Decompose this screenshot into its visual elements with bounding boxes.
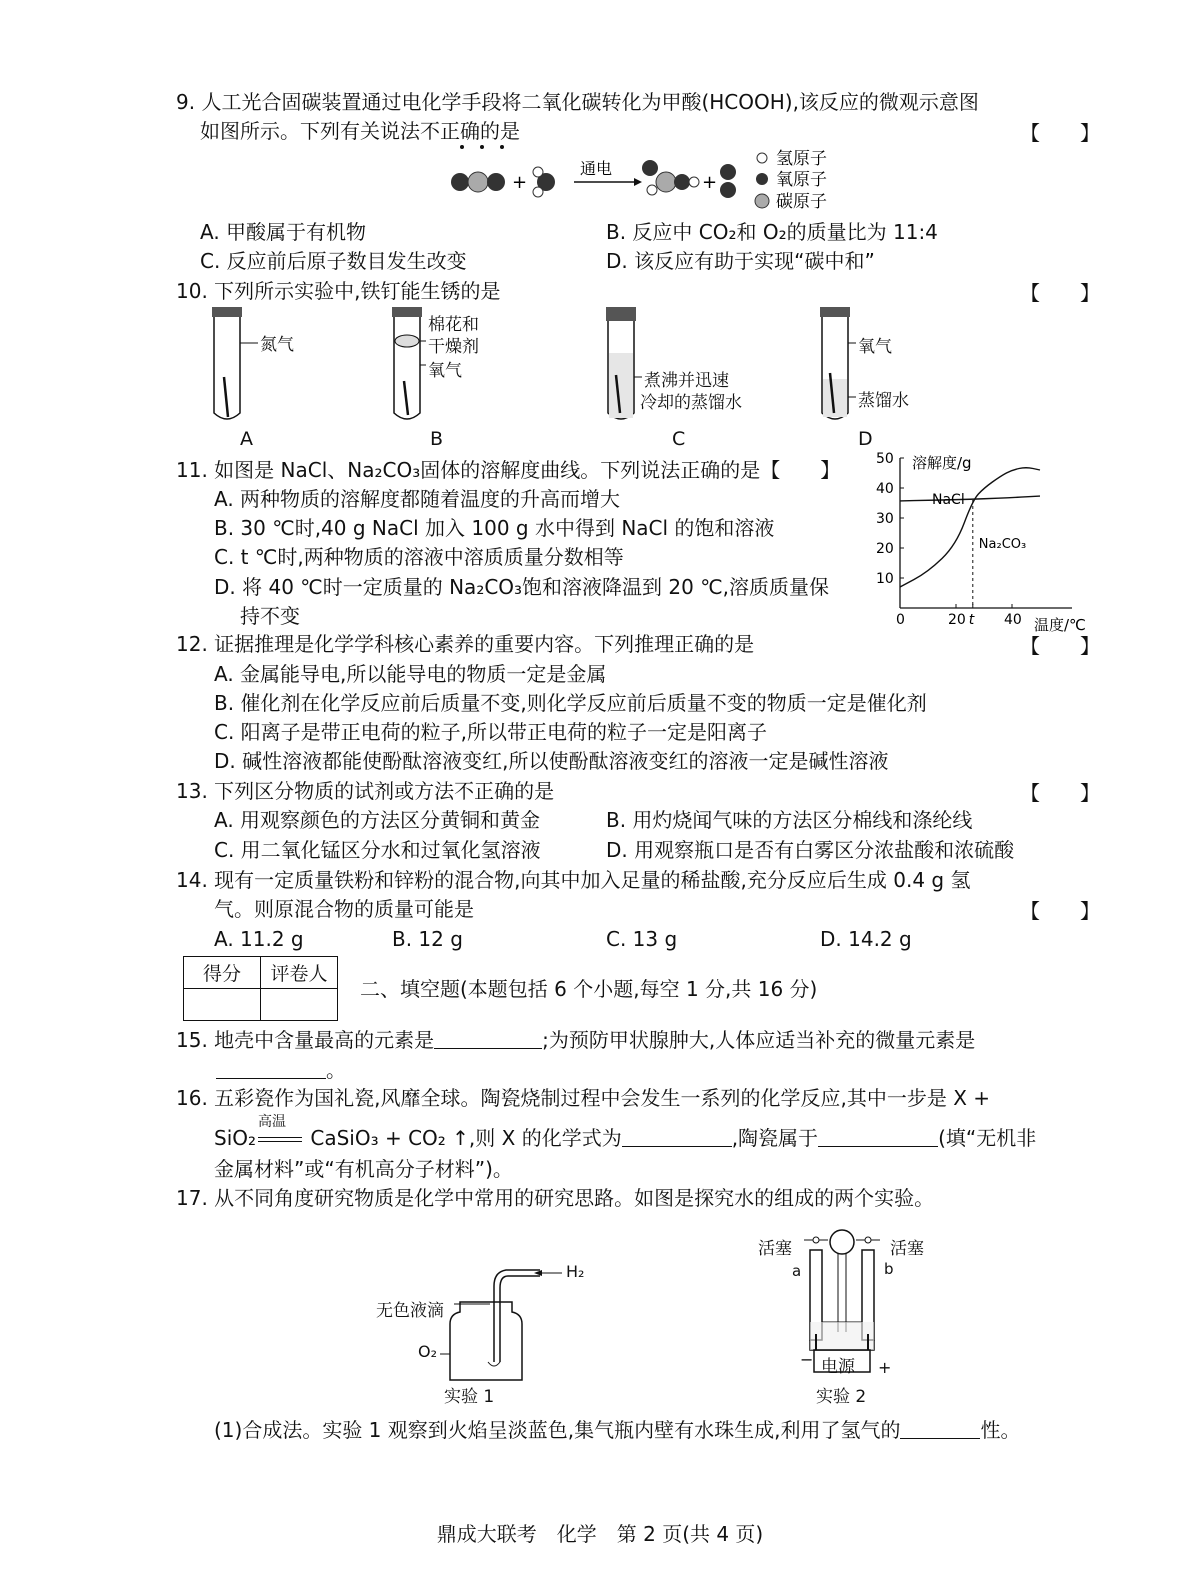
- na2co3-curve: [900, 468, 1040, 587]
- q12-answer-bracket: 【 】: [1020, 634, 1100, 658]
- q17-blank-1[interactable]: [900, 1416, 980, 1439]
- q17-stem: 17. 从不同角度研究物质是化学中常用的研究思路。如图是探究水的组成的两个实验。: [176, 1186, 935, 1210]
- grader-header: 评卷人: [261, 957, 338, 989]
- q9-option-c: C. 反应前后原子数目发生改变: [200, 249, 467, 273]
- tube-b-label-1: 棉花和: [428, 315, 479, 335]
- x-axis-label: 温度/℃: [1034, 616, 1086, 633]
- q16-products: CaSiO₃ + CO₂ ↑: [310, 1126, 469, 1150]
- q16-line2: [214, 1114, 1037, 1152]
- legend-carbon: 碳原子: [776, 192, 827, 212]
- tube-d-label-2: 蒸馏水: [858, 391, 909, 411]
- q16-text-a: ,则 X 的化学式为: [468, 1126, 622, 1150]
- q11-option-b: B. 30 ℃时,40 g NaCl 加入 100 g 水中得到 NaCl 的饱和溶液: [214, 516, 775, 540]
- q14-stem-line2: 气。则原混合物的质量可能是: [214, 897, 474, 921]
- q15-line1: [176, 1026, 975, 1054]
- nacl-curve-label: NaCl: [932, 492, 965, 508]
- score-table: [183, 956, 338, 1021]
- exp2-plus: +: [878, 1358, 892, 1377]
- exp2-label-a: a: [792, 1262, 802, 1280]
- q9-reaction-diagram: [440, 140, 880, 220]
- tube-c-label-2: 冷却的蒸馏水: [640, 393, 742, 413]
- grader-cell[interactable]: [261, 989, 338, 1021]
- tube-d-label-1: 氧气: [858, 337, 892, 357]
- q14-option-a: A. 11.2 g: [214, 927, 304, 951]
- q15-text3: 。: [326, 1058, 346, 1082]
- exp1-caption: 实验 1: [444, 1387, 495, 1407]
- q10-answer-bracket: 【 】: [1020, 281, 1100, 305]
- q13-option-c: C. 用二氧化锰区分水和过氧化氢溶液: [214, 838, 541, 862]
- y-tick-label: 30: [876, 511, 894, 527]
- exp2-power-label: 电源: [821, 1357, 855, 1377]
- q9-option-b: B. 反应中 CO₂和 O₂的质量比为 11:4: [606, 220, 938, 244]
- page-footer: 鼎成大联考 化学 第 2 页(共 4 页): [436, 1522, 764, 1546]
- q13-option-b: B. 用灼烧闻气味的方法区分棉线和涤纶线: [606, 808, 973, 832]
- tube-b-letter: B: [430, 428, 444, 450]
- q16-condition: [256, 1114, 304, 1152]
- q10-stem: 10. 下列所示实验中,铁钉能生锈的是: [176, 279, 501, 303]
- tube-a-label: 氮气: [260, 335, 294, 355]
- q17-part1-text-a: (1)合成法。实验 1 观察到火焰呈淡蓝色,集气瓶内壁有水珠生成,利用了氢气的: [214, 1418, 901, 1442]
- exp1-h2-label: H₂: [566, 1262, 585, 1281]
- q9-option-d: D. 该反应有助于实现“碳中和”: [606, 249, 875, 273]
- q9-arrow-label: 通电: [580, 159, 613, 178]
- x-tick-label: 40: [1004, 612, 1022, 628]
- section2-title: 二、填空题(本题包括 6 个小题,每空 1 分,共 16 分): [360, 977, 818, 1001]
- q12-option-a: A. 金属能导电,所以能导电的物质一定是金属: [214, 662, 607, 686]
- legend-hydrogen: 氢原子: [776, 149, 827, 169]
- q14-option-d: D. 14.2 g: [820, 927, 912, 951]
- q16-sio2: SiO₂: [214, 1126, 257, 1150]
- y-tick-label: 40: [876, 481, 894, 497]
- q16-blank-2[interactable]: [818, 1124, 938, 1147]
- exp2-label-b: b: [884, 1260, 894, 1278]
- q11-option-c: C. t ℃时,两种物质的溶液中溶质质量分数相等: [214, 545, 624, 569]
- q16-blank-1[interactable]: [622, 1124, 732, 1147]
- q11-option-d-line2: 持不变: [240, 604, 300, 628]
- y-axis-label: 溶解度/g: [912, 454, 972, 472]
- q13-option-d: D. 用观察瓶口是否有白雾区分浓盐酸和浓硫酸: [606, 838, 1015, 862]
- q14-option-c: C. 13 g: [606, 927, 678, 951]
- q11-option-d-line1: D. 将 40 ℃时一定质量的 Na₂CO₃饱和溶液降温到 20 ℃,溶质质量保: [214, 575, 830, 599]
- q16-text-c: (填“无机非: [938, 1126, 1037, 1150]
- q13-stem: 13. 下列区分物质的试剂或方法不正确的是: [176, 779, 555, 803]
- q14-answer-bracket: 【 】: [1020, 899, 1100, 923]
- q12-stem: 12. 证据推理是化学学科核心素养的重要内容。下列推理正确的是: [176, 632, 755, 656]
- q12-option-b: B. 催化剂在化学反应前后质量不变,则化学反应前后质量不变的物质一定是催化剂: [214, 691, 927, 715]
- svg-text:+: +: [512, 172, 528, 193]
- q15-line2: [216, 1056, 346, 1084]
- q12-option-c: C. 阳离子是带正电荷的粒子,所以带正电荷的粒子一定是阳离子: [214, 720, 768, 744]
- tube-b-label-3: 氧气: [428, 361, 462, 381]
- q16-text-b: ,陶瓷属于: [731, 1126, 819, 1150]
- q16-line3: 金属材料”或“有机高分子材料”)。: [214, 1157, 513, 1181]
- tube-c-letter: C: [672, 428, 686, 450]
- q16-line1: 16. 五彩瓷作为国礼瓷,风靡全球。陶瓷烧制过程中会发生一系列的化学反应,其中一步是 X +: [176, 1086, 991, 1110]
- q9-stem-line2: 如图所示。下列有关说法不正确的是: [200, 119, 520, 143]
- tube-b-label-2: 干燥剂: [428, 337, 479, 357]
- q13-option-a: A. 用观察颜色的方法区分黄铜和黄金: [214, 808, 541, 832]
- svg-text:+: +: [702, 172, 718, 193]
- solubility-chart: [870, 448, 1100, 633]
- na2co3-curve-label: Na₂CO₃: [978, 537, 1027, 552]
- tube-d-letter: D: [858, 428, 873, 450]
- q11-stem: 11. 如图是 NaCl、Na₂CO₃固体的溶解度曲线。下列说法正确的是【 】: [176, 458, 841, 482]
- q15-text2: ;为预防甲状腺肿大,人体应适当补充的微量元素是: [542, 1028, 976, 1052]
- legend-oxygen: 氧原子: [776, 170, 827, 190]
- tube-c-label-1: 煮沸并迅速: [644, 371, 729, 391]
- q17-part1-text-b: 性。: [980, 1418, 1021, 1442]
- experiment-1-diagram: [370, 1254, 590, 1394]
- y-tick-label: 20: [876, 541, 894, 557]
- y-tick-label: 50: [876, 451, 894, 467]
- x-tick-label: 20: [948, 612, 966, 628]
- q15-blank-2[interactable]: [216, 1056, 326, 1079]
- exp1-o2-label: O₂: [418, 1342, 438, 1361]
- exp1-drops-label: 无色液滴: [376, 1301, 444, 1321]
- q9-answer-bracket: 【 】: [1020, 121, 1100, 145]
- score-header: 得分: [184, 957, 261, 989]
- q9-stem-line1: 9. 人工光合固碳装置通过电化学手段将二氧化碳转化为甲酸(HCOOH),该反应的微观示意图: [176, 90, 979, 114]
- exp2-valve-right: 活塞: [890, 1239, 924, 1259]
- nacl-curve: [900, 496, 1040, 501]
- q14-stem-line1: 14. 现有一定质量铁粉和锌粉的混合物,向其中加入足量的稀盐酸,充分反应后生成 0.4 g 氢: [176, 868, 971, 892]
- exp2-minus: −: [800, 1350, 814, 1369]
- q14-option-b: B. 12 g: [392, 927, 463, 951]
- q12-option-d: D. 碱性溶液都能使酚酞溶液变红,所以使酚酞溶液变红的溶液一定是碱性溶液: [214, 749, 889, 773]
- score-cell[interactable]: [184, 989, 261, 1021]
- q9-option-a: A. 甲酸属于有机物: [200, 220, 367, 244]
- q16-condition-label: 高温: [258, 1114, 287, 1130]
- x-tick-label: t: [968, 612, 975, 628]
- q15-blank-1[interactable]: [434, 1026, 542, 1049]
- y-tick-label: 10: [876, 571, 894, 587]
- exp2-valve-left: 活塞: [758, 1239, 792, 1259]
- x-tick-label: 0: [896, 612, 905, 628]
- q15-text1: 15. 地壳中含量最高的元素是: [176, 1028, 435, 1052]
- q17-part1: [214, 1416, 1020, 1444]
- q13-answer-bracket: 【 】: [1020, 781, 1100, 805]
- exp2-caption: 实验 2: [816, 1387, 867, 1407]
- tube-a-letter: A: [240, 428, 253, 450]
- q11-option-a: A. 两种物质的溶解度都随着温度的升高而增大: [214, 487, 621, 511]
